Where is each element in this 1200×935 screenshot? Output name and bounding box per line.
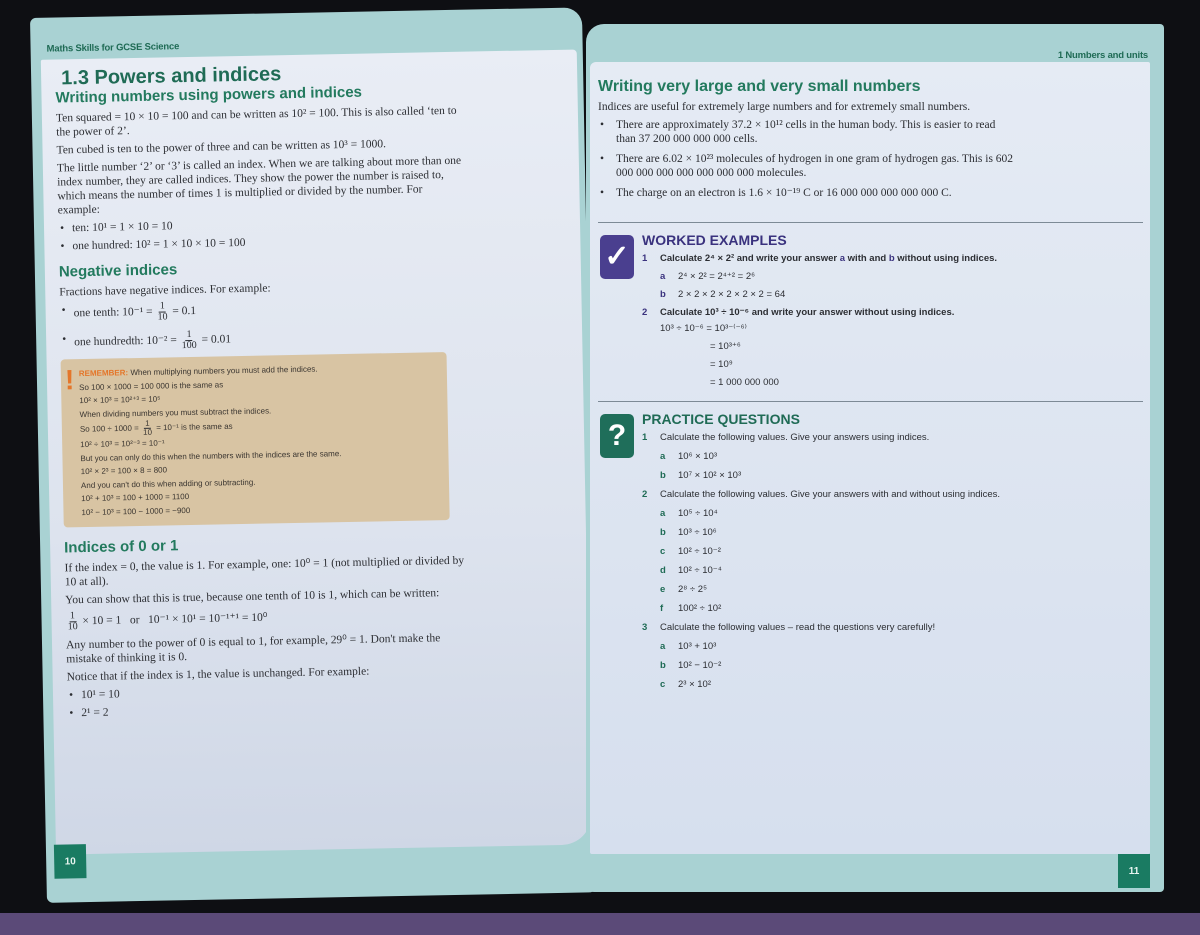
remember-line: But you can only do this when the numbers with the indices are the same.: [80, 448, 342, 463]
page-body: [590, 62, 1150, 854]
question-part: a 10⁶ × 10³: [660, 451, 718, 462]
list-item: • ten: 10¹ = 1 × 10 = 10: [58, 214, 468, 236]
remember-box: ! REMEMBER: When multiplying numbers you must add the indices. So 100 × 1000 = 100 000 is the same as 10² × 10³ = 10²⁺³ = 10⁵ When dividing numbers you must subtract the indices. So 100 ÷ 1000 = $\frac{1}{10}$ = 10⁻¹ is the same as 10² ÷ 10³ = 10²⁻³ = 10⁻¹ But you can only do this when the numbers with the indices are the same. 10² × 2³ = 100 × 8 = 800 And you can't do this when adding or subtracting. 10² + 10³ = 100 + 1000 = 1100 10² − 10³ = 100 − 1000 = −900: [61, 352, 450, 527]
working-step: = 10⁹: [710, 359, 733, 370]
table-surface: [0, 913, 1200, 935]
bullet-list: [58, 214, 469, 254]
remember-line: When dividing numbers you must subtract the indices.: [79, 405, 272, 419]
page-number: 10: [54, 844, 87, 879]
practice-questions-title: PRACTICE QUESTIONS: [642, 411, 800, 427]
question-part: c 2³ × 10²: [660, 679, 712, 690]
remember-line: And you can't do this when adding or subtracting.: [80, 477, 256, 490]
equation-label: one hundredth: 10⁻² =: [74, 334, 177, 349]
section-title: 1.3 Powers and indices: [60, 63, 282, 90]
running-head: Maths Skills for GCSE Science: [46, 41, 180, 55]
worked-examples-section: [598, 231, 1143, 391]
question-part: b 10⁷ × 10² × 10³: [660, 470, 742, 481]
answer-part: b 2 × 2 × 2 × 2 × 2 × 2 = 64: [660, 289, 786, 300]
list-item: [60, 325, 470, 354]
list-item: • 2¹ = 2: [67, 699, 477, 721]
running-head: 1 Numbers and units: [1057, 50, 1148, 61]
remember-line: 10² ÷ 10³ = 10²⁻³ = 10⁻¹: [80, 438, 165, 450]
list-item: • The charge on an electron is 1.6 × 10⁻¹⁹ C or 16 000 000 000 000 000 C.: [598, 186, 1018, 200]
checkmark-icon: ✓: [600, 235, 634, 279]
list-item: • 10¹ = 10: [67, 681, 477, 703]
worked-examples-title: WORKED EXAMPLES: [642, 232, 787, 248]
remember-line: 10² + 10³ = 100 + 1000 = 1100: [81, 492, 190, 504]
fraction: $\frac{1}{100}$: [181, 328, 197, 352]
paragraph: Fractions have negative indices. For example:: [59, 282, 271, 299]
practice-questions-section: [598, 410, 1143, 693]
heading-large-small: Writing very large and very small numbers: [598, 78, 921, 95]
question-part: b 10² − 10⁻²: [660, 660, 722, 671]
question: 3 Calculate the following values – read the questions very carefully!: [642, 622, 936, 633]
working-step: = 1 000 000 000: [710, 377, 779, 388]
bullet-list: [598, 118, 1018, 200]
heading-indices-0-1: Indices of 0 or 1: [64, 537, 179, 557]
question-part: a 10³ + 10³: [660, 641, 717, 652]
left-page: [30, 7, 599, 902]
question: 1 Calculate 2⁴ × 2² and write your answer a with and b without using indices.: [642, 253, 998, 264]
fraction: $\frac{1}{10}$: [67, 610, 78, 633]
fraction: $\frac{1}{10}$: [143, 418, 153, 437]
equation: $\frac{1}{10}$ × 10 = 1 or 10⁻¹ × 10¹ = 10⁻¹⁺¹ = 10⁰: [67, 610, 268, 633]
answer-part: a 2⁴ × 2² = 2⁴⁺² = 2⁶: [660, 271, 756, 282]
working-step: = 10³⁺⁶: [710, 341, 741, 352]
remember-line: 10² × 2³ = 100 × 8 = 800: [80, 465, 168, 477]
question: 2 Calculate 10³ ÷ 10⁻⁶ and write your answer without using indices.: [642, 307, 955, 318]
remember-line: 10² × 10³ = 10²⁺³ = 10⁵: [79, 394, 161, 406]
bullet-list: [59, 296, 470, 354]
divider: [598, 401, 1143, 402]
divider: [598, 222, 1143, 223]
question-part: a 10⁵ ÷ 10⁴: [660, 508, 718, 519]
remember-line: 10² − 10³ = 100 − 1000 = −900: [81, 505, 191, 517]
paragraph: You can show that this is true, because one tenth of 10 is 1, which can be written:: [65, 587, 440, 607]
paragraph: Ten squared = 10 × 10 = 100 and can be written as 10² = 100. This is also called ‘ten to the power of 2’.: [55, 104, 457, 139]
list-item: [59, 296, 469, 325]
equation-label: one tenth: 10⁻¹ =: [73, 305, 153, 320]
question: 2 Calculate the following values. Give your answers with and without using indices.: [642, 489, 1001, 500]
bullet-list: [67, 681, 478, 721]
paragraph: The little number ‘2’ or ‘3’ is called an index. When we are talking about more than one index number, they are called indices. They show the power the number is raised to, which means the number of times 1 is multiplied or divided by the number. For example:: [56, 154, 462, 217]
working-step: 10³ ÷ 10⁻⁶ = 10³⁻⁽⁻⁶⁾: [660, 323, 747, 334]
fraction: $\frac{1}{10}$: [157, 300, 168, 323]
equation-result: = 0.1: [172, 305, 197, 318]
question-part: f 100² ÷ 10²: [660, 603, 722, 614]
question-part: d 10² ÷ 10⁻⁴: [660, 565, 722, 576]
right-page: [586, 24, 1164, 892]
left-content: [55, 60, 478, 725]
question: 1 Calculate the following values. Give your answers using indices.: [642, 432, 930, 443]
list-item: • one hundred: 10² = 1 × 10 × 10 = 100: [58, 232, 468, 254]
question-part: c 10² ÷ 10⁻²: [660, 546, 721, 557]
equation-result: = 0.01: [201, 333, 232, 346]
remember-line: So 100 ÷ 1000 = $\frac{1}{10}$ = 10⁻¹ is the same as: [79, 418, 233, 437]
paragraph: Notice that if the index is 1, the value is unchanged. For example:: [66, 665, 370, 684]
heading-negative-indices: Negative indices: [58, 261, 178, 281]
question-part: b 10³ ÷ 10⁶: [660, 527, 717, 538]
exclamation-icon: !: [64, 364, 75, 396]
paragraph: Indices are useful for extremely large numbers and for extremely small numbers.: [598, 101, 971, 113]
right-content: [598, 70, 1143, 693]
list-item: • There are 6.02 × 10²³ molecules of hydrogen in one gram of hydrogen gas. This is 602 000 000 000 000 000 000 000 molecules.: [598, 152, 1018, 180]
paragraph: If the index = 0, the value is 1. For example, one: 10⁰ = 1 (not multiplied or divided by 10 at all).: [64, 554, 465, 589]
list-item: • There are approximately 37.2 × 10¹² cells in the human body. This is easier to read than 37 200 000 000 000 cells.: [598, 118, 1018, 146]
page-number: 11: [1118, 854, 1150, 888]
question-mark-icon: ?: [600, 414, 634, 458]
paragraph: Ten cubed is ten to the power of three and can be written as 10³ = 1000.: [56, 138, 387, 157]
page-body: [41, 50, 592, 855]
remember-line: So 100 × 1000 = 100 000 is the same as: [79, 379, 224, 392]
heading-writing-numbers: Writing numbers using powers and indices: [55, 83, 363, 107]
paragraph: Any number to the power of 0 is equal to 1, for example, 29⁰ = 1. Don't make the mistake of thinking it is 0.: [65, 632, 441, 666]
remember-keyword: REMEMBER:: [78, 368, 129, 379]
question-part: e 2⁸ ÷ 2⁵: [660, 584, 708, 595]
